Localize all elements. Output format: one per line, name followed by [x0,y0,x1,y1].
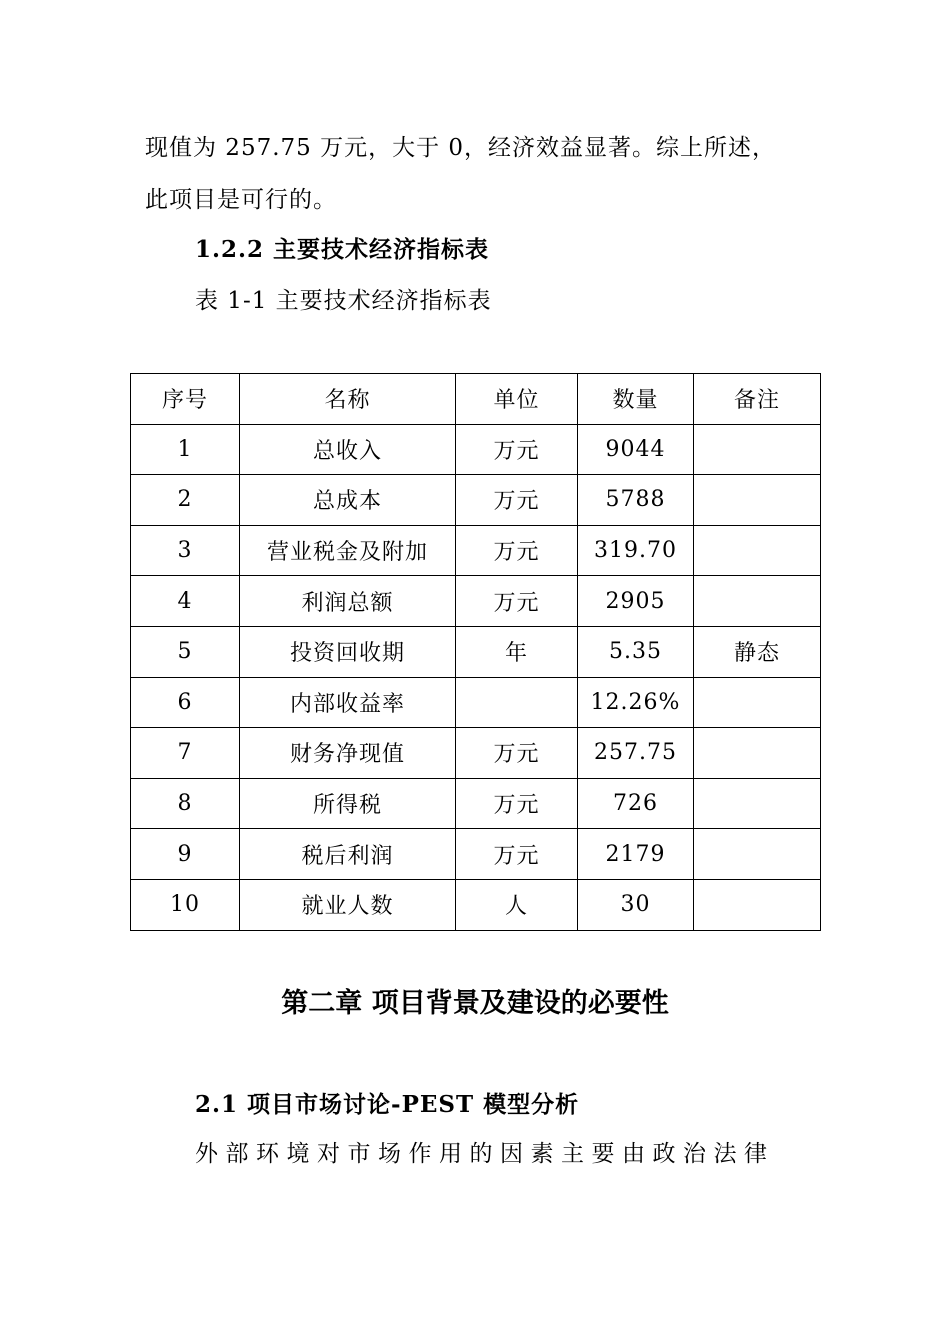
table-cell: 726 [578,778,694,829]
table-cell: 静态 [694,626,821,677]
table-cell [694,728,821,779]
table-cell: 7 [131,728,240,779]
table-cell [694,424,821,475]
table-cell: 8 [131,778,240,829]
table-cell: 税后利润 [240,829,456,880]
table-cell [456,677,578,728]
table-cell: 人 [456,879,578,930]
table-cell: 万元 [456,576,578,627]
table-row [131,728,821,779]
table-cell: 10 [131,879,240,930]
table-cell [694,475,821,526]
table-cell: 就业人数 [240,879,456,930]
table-cell [694,677,821,728]
table-cell: 营业税金及附加 [240,525,456,576]
table-cell: 6 [131,677,240,728]
table-cell: 万元 [456,424,578,475]
table-cell [694,879,821,930]
table-cell: 319.70 [578,525,694,576]
paragraph-line: 外部环境对市场作用的因素主要由政治法律 [195,1141,775,1167]
table-cell: 年 [456,626,578,677]
table-cell: 257.75 [578,728,694,779]
table-cell: 2 [131,475,240,526]
table-cell [694,778,821,829]
table-cell: 总收入 [240,424,456,475]
table-cell: 9044 [578,424,694,475]
table-cell [694,576,821,627]
table-cell: 5 [131,626,240,677]
table-cell: 3 [131,525,240,576]
table-row [131,525,821,576]
table-row [131,576,821,627]
header-cell: 名称 [240,374,456,425]
table-cell: 利润总额 [240,576,456,627]
table-cell: 投资回收期 [240,626,456,677]
table-cell: 万元 [456,728,578,779]
table-row [131,879,821,930]
header-cell: 备注 [694,374,821,425]
table-cell: 总成本 [240,475,456,526]
table-cell: 5788 [578,475,694,526]
table-row [131,677,821,728]
table-cell: 5.35 [578,626,694,677]
paragraph-line: 此项目是可行的。 [145,187,337,213]
header-cell: 序号 [131,374,240,425]
economic-indicator-table [130,373,821,931]
table-row [131,829,821,880]
table-cell: 2179 [578,829,694,880]
table-cell: 1 [131,424,240,475]
header-cell: 单位 [456,374,578,425]
table-row [131,475,821,526]
table-cell: 财务净现值 [240,728,456,779]
table-cell: 所得税 [240,778,456,829]
table-row [131,424,821,475]
table-cell: 内部收益率 [240,677,456,728]
paragraph-line: 现值为 257.75 万元，大于 0，经济效益显著。综上所述， [145,135,777,161]
table-cell: 万元 [456,525,578,576]
table-cell: 万元 [456,829,578,880]
table-caption: 表 1-1 主要技术经济指标表 [195,288,492,314]
section-heading-2-1: 2.1 项目市场讨论-PEST 模型分析 [195,1091,580,1118]
table-header-row [131,374,821,425]
table-cell: 2905 [578,576,694,627]
table-cell: 4 [131,576,240,627]
table-row [131,778,821,829]
chapter-title: 第二章 项目背景及建设的必要性 [281,988,669,1019]
table-cell: 万元 [456,778,578,829]
header-cell: 数量 [578,374,694,425]
section-heading-1-2-2: 1.2.2 主要技术经济指标表 [195,236,490,263]
table-cell: 12.26% [578,677,694,728]
table-cell [694,829,821,880]
table-cell: 万元 [456,475,578,526]
table-cell: 30 [578,879,694,930]
table-cell: 9 [131,829,240,880]
table-row [131,626,821,677]
table-cell [694,525,821,576]
